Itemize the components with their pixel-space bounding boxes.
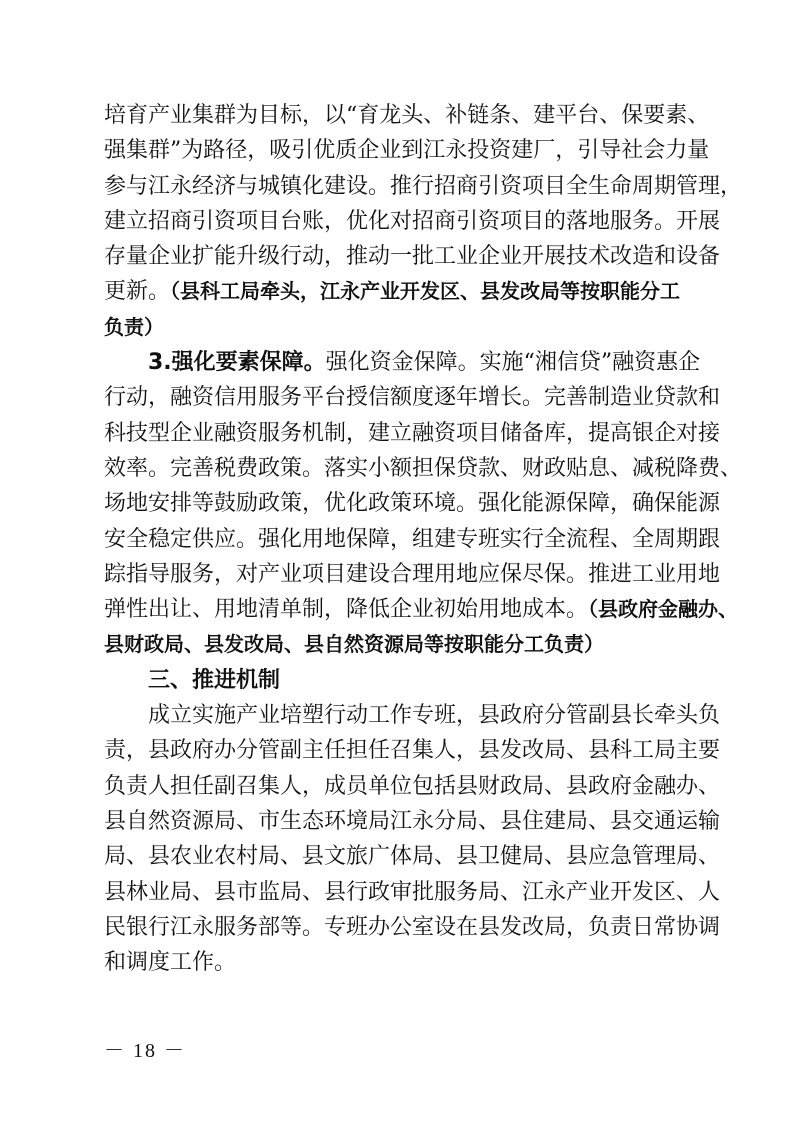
body-text: 弹性出让、用地清单制，降低企业初始用地成本。	[104, 597, 589, 623]
body-line-with-responsibility	[104, 274, 694, 309]
body-line: 培育产业集群为目标，以“育龙头、补链条、建平台、保要素、	[104, 103, 710, 128]
body-line: 效率。完善税费政策。落实小额担保贷款、财政贴息、减税降费、	[104, 455, 743, 481]
section-3-first-line	[104, 345, 701, 380]
responsibility-note: （县政府金融办、	[588, 597, 739, 622]
responsibility-note: （县科工局牵头，江永产业开发区、县发改局等按职能分工	[170, 279, 681, 304]
responsibility-note-continued: 县财政局、县发改局、县自然资源局等按职能分工负责）	[104, 632, 604, 657]
body-line: 行动，融资信用服务平台授信额度逐年增长。完善制造业贷款和	[104, 385, 721, 411]
body-line: 安全稳定供应。强化用地保障，组建专班实行全流程、全周期跟	[104, 526, 721, 552]
body-line: 参与江永经济与城镇化建设。推行招商引资项目全生命周期管理，	[104, 173, 743, 199]
document-page	[104, 98, 743, 980]
section-heading: 三、推进机制	[148, 667, 281, 693]
body-line-with-responsibility	[104, 592, 739, 627]
body-line: 县林业局、县市监局、县行政审批服务局、江永产业开发区、人	[104, 879, 721, 905]
body-line: 科技型企业融资服务机制，建立融资项目储备库，提高银企对接	[104, 420, 721, 446]
page-number: － 18 －	[104, 1040, 186, 1062]
body-line: 负责人担任副召集人，成员单位包括县财政局、县政府金融办、	[104, 773, 721, 799]
body-line: 民银行江永服务部等。专班办公室设在县发改局，负责日常协调	[104, 914, 721, 940]
body-line: 成立实施产业培塑行动工作专班，县政府分管副县长牵头负	[148, 703, 721, 729]
body-line: 县自然资源局、市生态环境局江永分局、县住建局、县交通运输	[104, 808, 721, 834]
body-line: 局、县农业农村局、县文旅广体局、县卫健局、县应急管理局、	[104, 844, 721, 870]
body-line: 责，县政府办分管副主任担任召集人，县发改局、县科工局主要	[104, 738, 721, 764]
body-line: 强集群”为路径，吸引优质企业到江永投资建厂，引导社会力量	[104, 138, 710, 164]
body-text: 更新。	[104, 279, 171, 305]
body-text: 强化资金保障。实施“湘信贷”融资惠企	[325, 350, 701, 376]
section-3-heading: 3.强化要素保障。	[148, 350, 326, 376]
body-line: 存量企业扩能升级行动，推动一批工业企业开展技术改造和设备	[104, 244, 721, 270]
body-line: 踪指导服务，对产业项目建设合理用地应保尽保。推进工业用地	[104, 561, 721, 587]
body-line: 和调度工作。	[104, 950, 237, 976]
body-line: 建立招商引资项目台账，优化对招商引资项目的落地服务。开展	[104, 208, 721, 234]
body-line: 场地安排等鼓励政策，优化政策环境。强化能源保障，确保能源	[104, 491, 721, 517]
responsibility-note-continued: 负责）	[104, 314, 164, 339]
